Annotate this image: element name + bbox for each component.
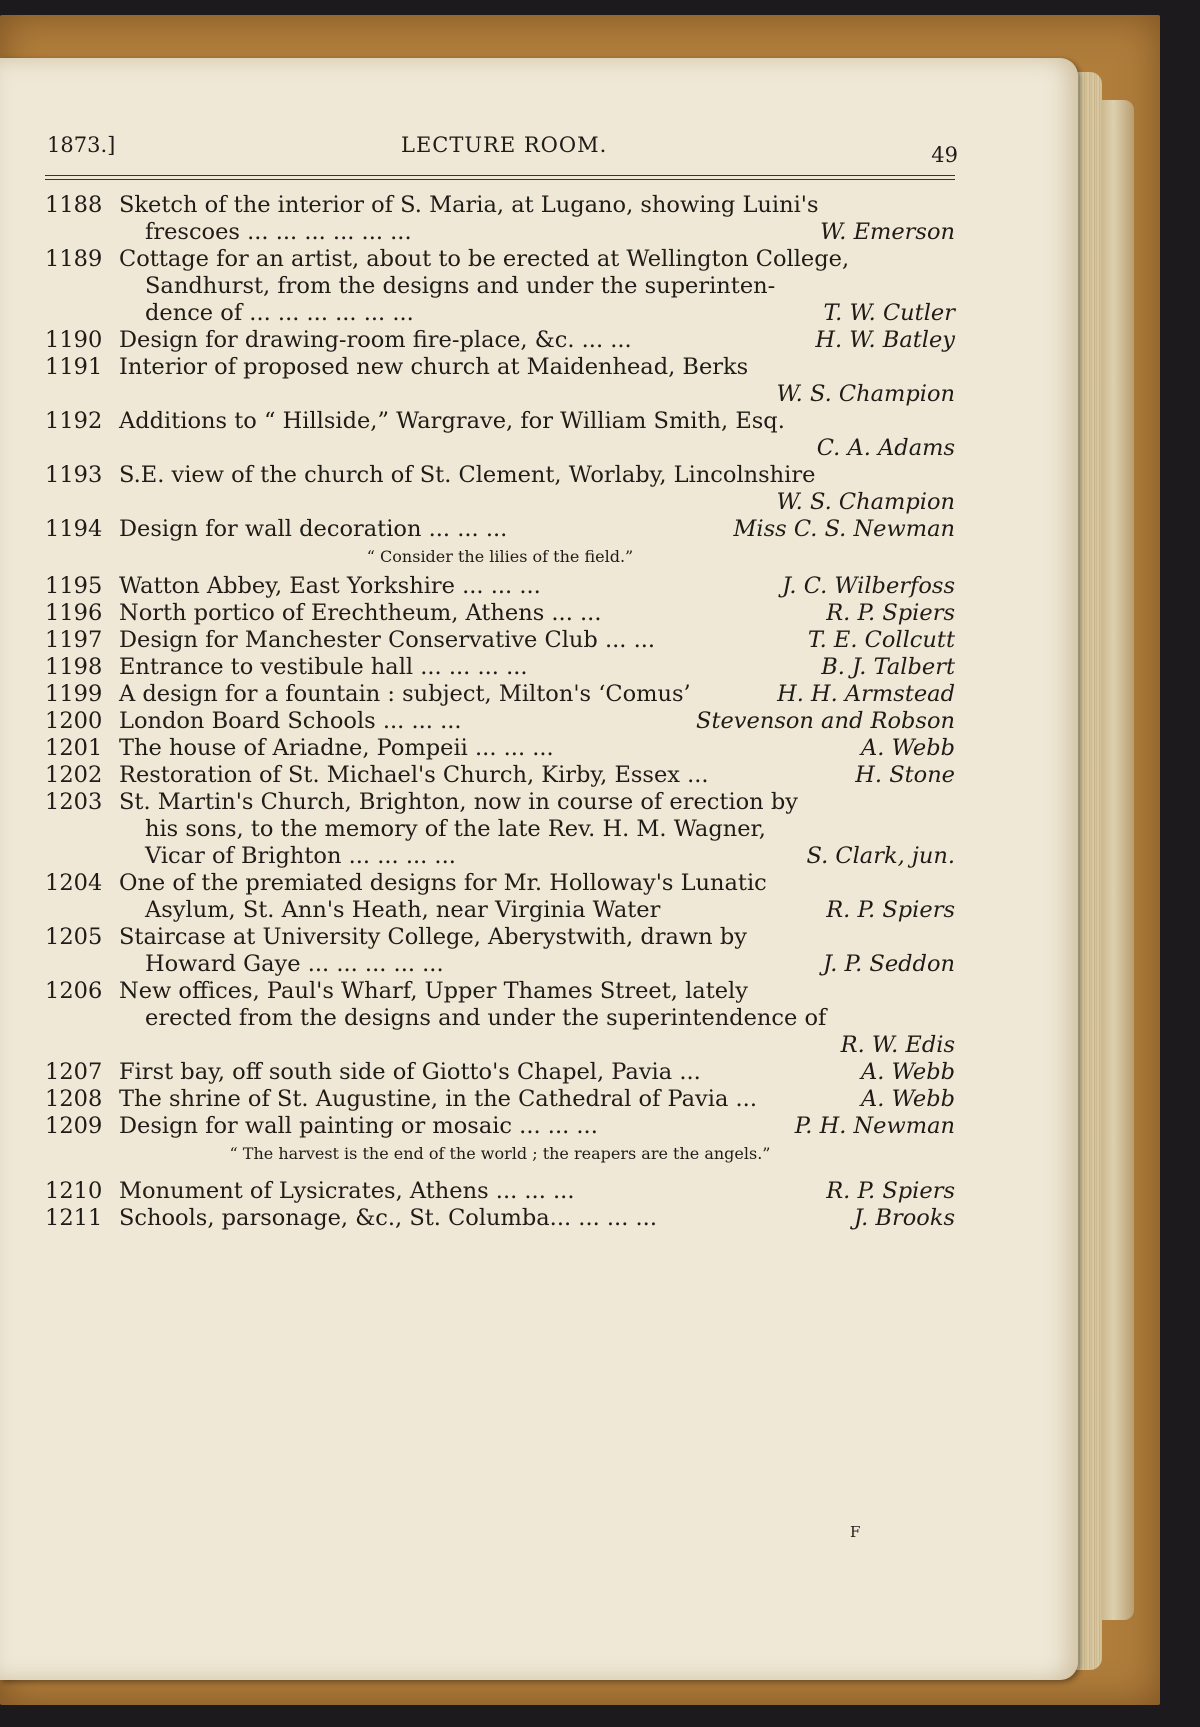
entry-artist: J. C. Wilberfoss bbox=[782, 573, 955, 599]
entry-artist: H. H. Armstead bbox=[777, 681, 955, 707]
catalogue-entry bbox=[45, 246, 955, 327]
entry-artist: H. W. Batley bbox=[815, 327, 955, 353]
catalogue-entry bbox=[45, 600, 955, 627]
entry-artist: R. P. Spiers bbox=[826, 897, 955, 923]
entry-description: Interior of proposed new church at Maidenhead, Berks bbox=[119, 354, 749, 380]
entry-description: S.E. view of the church of St. Clement, Worlaby, Lincolnshire bbox=[119, 462, 816, 488]
entry-number: 1188 bbox=[45, 192, 103, 218]
entry-description: The house of Ariadne, Pompeii ... ... ... bbox=[119, 735, 554, 761]
running-header bbox=[45, 125, 958, 167]
entry-number: 1209 bbox=[45, 1113, 103, 1139]
entry-artist: R. P. Spiers bbox=[826, 600, 955, 626]
entry-artist: C. A. Adams bbox=[816, 435, 955, 461]
entry-artist: R. W. Edis bbox=[840, 1032, 955, 1058]
entry-number: 1202 bbox=[45, 762, 103, 788]
entry-description: The shrine of St. Augustine, in the Cathedral of Pavia ... bbox=[119, 1086, 757, 1112]
entry-description: Design for Manchester Conservative Club ... ... bbox=[119, 627, 656, 653]
entry-description: Entrance to vestibule hall ... ... ... ... bbox=[119, 654, 528, 680]
entry-description: Monument of Lysicrates, Athens ... ... ... bbox=[119, 1178, 575, 1204]
header-title: LECTURE ROOM. bbox=[401, 133, 608, 157]
header-rule bbox=[45, 175, 955, 176]
entry-artist: W. S. Champion bbox=[776, 381, 955, 407]
header-year: 1873.] bbox=[47, 133, 116, 157]
entry-number: 1193 bbox=[45, 462, 103, 488]
catalogue-entry bbox=[45, 408, 955, 462]
entry-artist: A. Webb bbox=[861, 1059, 955, 1085]
page-stack-edge bbox=[1100, 100, 1134, 1620]
entry-description: Design for drawing-room fire-place, &c. ... ... bbox=[119, 327, 632, 353]
entry-description: frescoes ... ... ... ... ... ... bbox=[145, 219, 412, 245]
spacer bbox=[45, 1170, 955, 1178]
entry-number: 1198 bbox=[45, 654, 103, 680]
entry-number: 1211 bbox=[45, 1205, 103, 1231]
entry-description: Additions to “ Hillside,” Wargrave, for William Smith, Esq. bbox=[119, 408, 785, 434]
entry-description: Schools, parsonage, &c., St. Columba... ... ... ... bbox=[119, 1205, 657, 1231]
entry-artist: B. J. Talbert bbox=[821, 654, 955, 680]
entry-artist: S. Clark, jun. bbox=[806, 843, 955, 869]
signature-mark: F bbox=[850, 1523, 861, 1541]
catalogue-entry bbox=[45, 1086, 955, 1113]
entry-artist: W. Emerson bbox=[820, 219, 955, 245]
catalogue-entry bbox=[45, 870, 955, 924]
entry-artist: A. Webb bbox=[861, 735, 955, 761]
catalogue-entry bbox=[45, 192, 955, 246]
catalogue-entry bbox=[45, 573, 955, 600]
catalogue-entry bbox=[45, 354, 955, 408]
entry-artist: Miss C. S. Newman bbox=[733, 516, 955, 542]
catalogue-entry bbox=[45, 978, 955, 1059]
entry-number: 1199 bbox=[45, 681, 103, 707]
entry-number: 1196 bbox=[45, 600, 103, 626]
entry-artist: Stevenson and Robson bbox=[696, 708, 955, 734]
entry-number: 1205 bbox=[45, 924, 103, 950]
header-rule-thin bbox=[45, 179, 955, 180]
entry-artist: H. Stone bbox=[855, 762, 955, 788]
catalogue-entry bbox=[45, 789, 955, 870]
entry-number: 1197 bbox=[45, 627, 103, 653]
entry-number: 1192 bbox=[45, 408, 103, 434]
entry-artist: A. Webb bbox=[861, 1086, 955, 1112]
entry-description: First bay, off south side of Giotto's Chapel, Pavia ... bbox=[119, 1059, 701, 1085]
catalogue-entry bbox=[45, 516, 955, 569]
entry-number: 1194 bbox=[45, 516, 103, 542]
entry-description: Howard Gaye ... ... ... ... ... bbox=[145, 951, 444, 977]
entry-description: One of the premiated designs for Mr. Holloway's Lunatic bbox=[119, 870, 767, 896]
entry-description: A design for a fountain : subject, Milton's ‘Comus’ bbox=[119, 681, 691, 707]
catalogue-entry bbox=[45, 708, 955, 735]
catalogue-entry bbox=[45, 681, 955, 708]
entry-number: 1191 bbox=[45, 354, 103, 380]
entry-motto: “ Consider the lilies of the field.” bbox=[366, 547, 634, 566]
catalogue-entry bbox=[45, 735, 955, 762]
entry-artist: R. P. Spiers bbox=[826, 1178, 955, 1204]
entry-number: 1208 bbox=[45, 1086, 103, 1112]
entry-description: his sons, to the memory of the late Rev. H. M. Wagner, bbox=[145, 816, 766, 842]
entry-artist: J. Brooks bbox=[853, 1205, 955, 1231]
entry-description: Sketch of the interior of S. Maria, at Lugano, showing Luini's bbox=[119, 192, 819, 218]
catalogue-entry bbox=[45, 1059, 955, 1086]
entry-description: Restoration of St. Michael's Church, Kirby, Essex ... bbox=[119, 762, 709, 788]
entry-description: Design for wall decoration ... ... ... bbox=[119, 516, 508, 542]
entry-artist: W. S. Champion bbox=[776, 489, 955, 515]
catalogue-entries bbox=[45, 192, 955, 1232]
entry-artist: T. E. Collcutt bbox=[807, 627, 955, 653]
entry-number: 1203 bbox=[45, 789, 103, 815]
page-number: 49 bbox=[931, 143, 958, 167]
entry-description: erected from the designs and under the superintendence of bbox=[145, 1005, 827, 1031]
catalogue-entry bbox=[45, 1178, 955, 1205]
entry-number: 1201 bbox=[45, 735, 103, 761]
entry-number: 1204 bbox=[45, 870, 103, 896]
entry-number: 1210 bbox=[45, 1178, 103, 1204]
catalogue-entry bbox=[45, 627, 955, 654]
catalogue-entry bbox=[45, 654, 955, 681]
entry-description: North portico of Erechtheum, Athens ... ... bbox=[119, 600, 602, 626]
catalogue-entry bbox=[45, 762, 955, 789]
catalogue-entry bbox=[45, 924, 955, 978]
entry-description: Vicar of Brighton ... ... ... ... bbox=[145, 843, 456, 869]
catalogue-entry bbox=[45, 1205, 955, 1232]
entry-number: 1195 bbox=[45, 573, 103, 599]
entry-artist: T. W. Cutler bbox=[823, 300, 955, 326]
entry-description: London Board Schools ... ... ... bbox=[119, 708, 462, 734]
entry-number: 1207 bbox=[45, 1059, 103, 1085]
entry-description: Watton Abbey, East Yorkshire ... ... ... bbox=[119, 573, 541, 599]
catalogue-entry bbox=[45, 327, 955, 354]
entry-description: Sandhurst, from the designs and under the superinten- bbox=[145, 273, 776, 299]
entry-description: Cottage for an artist, about to be erected at Wellington College, bbox=[119, 246, 850, 272]
entry-motto: “ The harvest is the end of the world ; the reapers are the angels.” bbox=[229, 1144, 771, 1163]
entry-number: 1189 bbox=[45, 246, 103, 272]
catalogue-entry bbox=[45, 462, 955, 516]
entry-artist: P. H. Newman bbox=[794, 1113, 955, 1139]
entry-description: Staircase at University College, Aberystwith, drawn by bbox=[119, 924, 747, 950]
entry-description: St. Martin's Church, Brighton, now in course of erection by bbox=[119, 789, 798, 815]
entry-number: 1206 bbox=[45, 978, 103, 1004]
entry-description: Design for wall painting or mosaic ... ... ... bbox=[119, 1113, 598, 1139]
entry-description: New offices, Paul's Wharf, Upper Thames Street, lately bbox=[119, 978, 748, 1004]
entry-description: Asylum, St. Ann's Heath, near Virginia Water bbox=[145, 897, 661, 923]
entry-description: dence of ... ... ... ... ... ... bbox=[145, 300, 414, 326]
entry-artist: J. P. Seddon bbox=[822, 951, 955, 977]
page-content bbox=[45, 125, 958, 1232]
entry-number: 1190 bbox=[45, 327, 103, 353]
catalogue-entry bbox=[45, 1113, 955, 1178]
entry-number: 1200 bbox=[45, 708, 103, 734]
